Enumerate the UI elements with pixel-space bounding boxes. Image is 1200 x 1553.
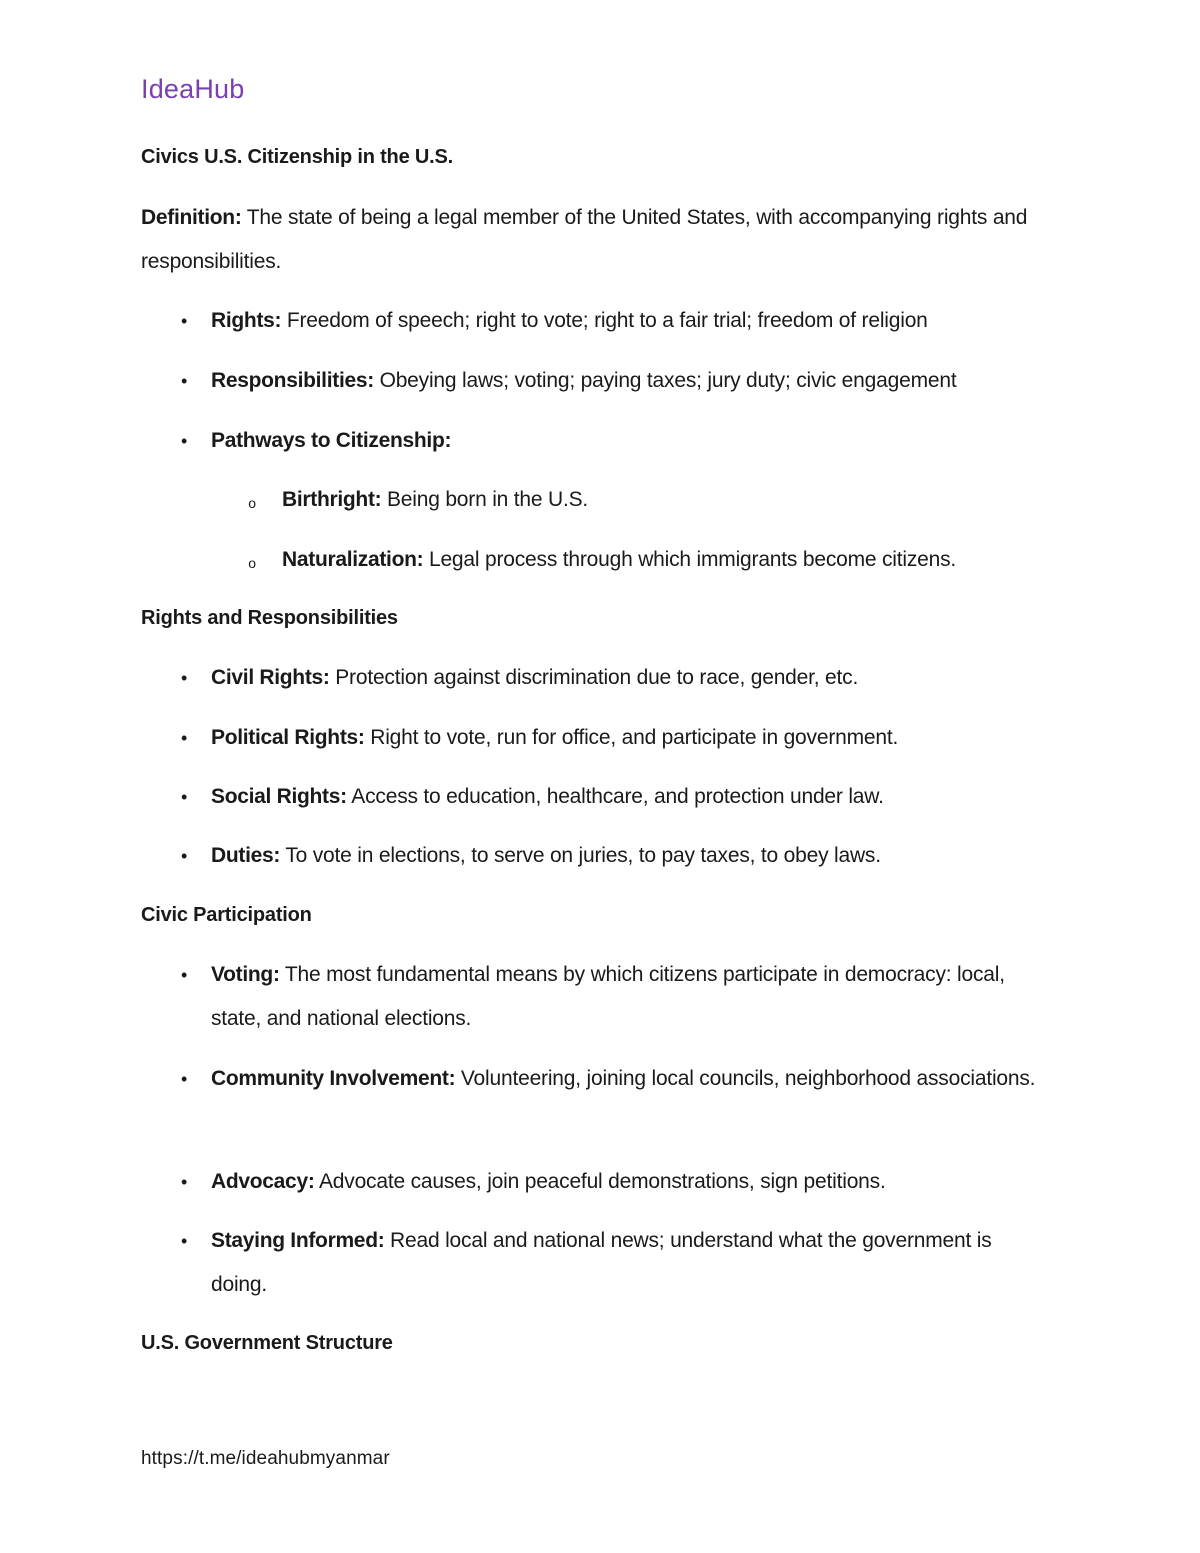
- bullet-icon: •: [180, 1172, 188, 1192]
- item-text: Right to vote, run for office, and participate in government.: [364, 726, 899, 749]
- list-item: [180, 834, 1051, 878]
- brand-name: IdeaHub: [141, 74, 245, 104]
- bullet-icon: •: [180, 1231, 188, 1251]
- definition-text: The state of being a legal member of the United States, with accompanying rights and responsibilities.: [141, 206, 1028, 273]
- footer-link[interactable]: https://t.me/ideahubmyanmar: [141, 1448, 390, 1469]
- item-label: Political Rights:: [211, 726, 365, 749]
- item-text: Obeying laws; voting; paying taxes; jury duty; civic engagement: [373, 369, 957, 392]
- item-label: Rights:: [211, 309, 282, 332]
- item-label: Community Involvement:: [211, 1067, 456, 1090]
- circle-bullet-icon: o: [248, 555, 256, 571]
- item-label: Pathways to Citizenship:: [211, 429, 452, 452]
- section-heading-participation: Civic Participation: [141, 904, 312, 926]
- bullet-icon: •: [180, 728, 188, 748]
- item-text: Freedom of speech; right to vote; right to a fair trial; freedom of religion: [281, 309, 928, 332]
- item-label: Social Rights:: [211, 785, 347, 808]
- item-text: Protection against discrimination due to race, gender, etc.: [329, 666, 859, 689]
- item-label: Staying Informed:: [211, 1229, 385, 1252]
- list-item: [180, 1057, 1051, 1101]
- item-label: Naturalization:: [282, 548, 424, 571]
- definition-label: Definition:: [141, 206, 242, 229]
- definition-paragraph: [141, 196, 1041, 284]
- bullet-icon: •: [180, 668, 188, 688]
- bullet-icon: •: [180, 371, 188, 391]
- item-text: Advocate causes, join peaceful demonstrations, sign petitions.: [314, 1170, 886, 1193]
- item-text: Access to education, healthcare, and protection under law.: [346, 785, 884, 808]
- list-item: [180, 299, 1051, 343]
- item-label: Civil Rights:: [211, 666, 330, 689]
- bullet-icon: •: [180, 846, 188, 866]
- bullet-icon: •: [180, 311, 188, 331]
- bullet-icon: •: [180, 965, 188, 985]
- section-heading-government: U.S. Government Structure: [141, 1332, 393, 1354]
- item-text: Legal process through which immigrants become citizens.: [423, 548, 957, 571]
- list-item: [180, 656, 1051, 700]
- list-item: [180, 1219, 1051, 1307]
- list-item: [180, 716, 1051, 760]
- item-text: Read local and national news; understand what the government is doing.: [211, 1229, 992, 1296]
- item-label: Birthright:: [282, 488, 382, 511]
- list-item: [180, 1160, 1051, 1204]
- item-label: Advocacy:: [211, 1170, 315, 1193]
- list-item: [180, 953, 1051, 1041]
- item-text: To vote in elections, to serve on juries, to pay taxes, to obey laws.: [280, 844, 881, 867]
- item-text: Volunteering, joining local councils, neighborhood associations.: [455, 1067, 1036, 1090]
- item-label: Responsibilities:: [211, 369, 374, 392]
- section-heading-rights: Rights and Responsibilities: [141, 607, 398, 629]
- list-item: [180, 419, 1051, 463]
- sub-list-item: [248, 478, 1062, 522]
- list-item: [180, 359, 1051, 403]
- sub-list-item: [248, 538, 1062, 582]
- bullet-icon: •: [180, 1069, 188, 1089]
- item-text: Being born in the U.S.: [381, 488, 589, 511]
- bullet-icon: •: [180, 787, 188, 807]
- item-text: The most fundamental means by which citizens participate in democracy: local, state, and national elections.: [211, 963, 1005, 1030]
- document-title: Civics U.S. Citizenship in the U.S.: [141, 146, 453, 168]
- item-label: Voting:: [211, 963, 280, 986]
- bullet-icon: •: [180, 431, 188, 451]
- circle-bullet-icon: o: [248, 495, 256, 511]
- list-item: [180, 775, 1051, 819]
- item-label: Duties:: [211, 844, 281, 867]
